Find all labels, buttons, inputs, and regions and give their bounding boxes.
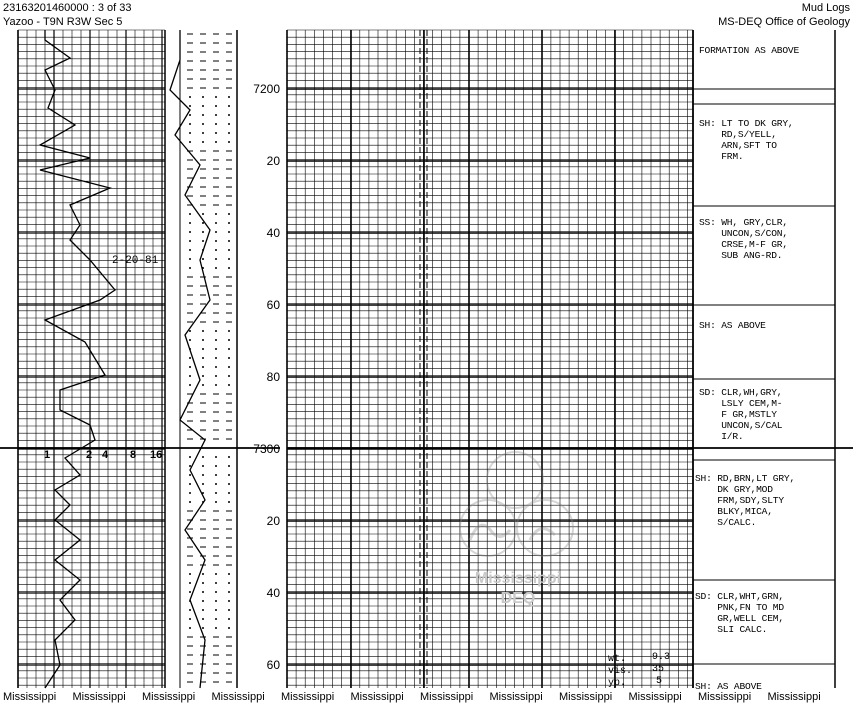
- drill-rate-scale-2: 2: [86, 449, 93, 461]
- watermark-text-line1: Mississippi: [474, 570, 562, 587]
- depth-label: 7200: [253, 82, 280, 96]
- footer-watermark-label: Mississippi: [211, 691, 265, 703]
- footer-watermark-label: Mississippi: [698, 691, 752, 703]
- mississippi-deq-watermark: [460, 452, 573, 556]
- footer-watermark-label: Mississippi: [628, 691, 682, 703]
- footer-watermark-label: Mississippi: [72, 691, 126, 703]
- depth-label: 20: [266, 514, 280, 528]
- description-2: SH: LT TO DK GRY, RD,S/YELL, ARN,SFT TO FRM.: [699, 118, 794, 162]
- footer-watermark-label: Mississippi: [281, 691, 335, 703]
- depth-label: 60: [266, 298, 280, 312]
- description-3: SS: WH, GRY,CLR, UNCON,S/CON, CRSE,M-F GR, SUB ANG-RD.: [699, 217, 788, 261]
- drill-rate-scale-4: 4: [102, 449, 109, 461]
- document-id: 23163201460000 : 3 of 33: [3, 2, 132, 14]
- description-8: SH: AS ABOVE: [695, 681, 762, 692]
- description-5: SD: CLR,WH,GRY, LSLY CEM,M- F GR,MSTLY UNCON,S/CAL I/R.: [699, 387, 783, 442]
- description-1: FORMATION AS ABOVE: [699, 45, 800, 56]
- footer-watermark-label: Mississippi: [3, 691, 57, 703]
- description-4: SH: AS ABOVE: [699, 320, 766, 331]
- footer-watermark-label: Mississippi: [559, 691, 613, 703]
- description-6: SH: RD,BRN,LT GRY, DK GRY,MOD FRM,SDY,SLTY BLKY,MICA, S/CALC.: [695, 473, 796, 528]
- footer-watermark-label: Mississippi: [420, 691, 474, 703]
- log-type: Mud Logs: [801, 2, 850, 14]
- drill-rate-grid: [0, 30, 280, 688]
- mud-vis-label: vis.: [608, 666, 633, 677]
- footer-watermark-label: Mississippi: [142, 691, 196, 703]
- date-annotation: 2-20-81: [112, 255, 159, 267]
- drill-rate-scale-16: 16: [150, 449, 163, 461]
- depth-label: 40: [266, 586, 280, 600]
- footer-watermark-label: Mississippi: [350, 691, 404, 703]
- lithology-column: [180, 30, 237, 688]
- mud-weight-value: 9.3: [652, 652, 671, 663]
- well-location: Yazoo - T9N R3W Sec 5: [3, 16, 123, 28]
- footer-watermark-label: Mississippi: [767, 691, 821, 703]
- description-7: SD: CLR,WHT,GRN, PNK,FN TO MD GR,WELL CEM, SLI CALC.: [695, 591, 784, 635]
- depth-label: 60: [266, 658, 280, 672]
- drill-rate-scale-8: 8: [130, 449, 137, 461]
- watermark-text-line2: DEQ: [500, 590, 536, 607]
- agency-name: MS-DEQ Office of Geology: [718, 16, 850, 28]
- depth-label: 40: [266, 226, 280, 240]
- mud-weight-label: wt.: [608, 654, 627, 665]
- footer-watermark-label: Mississippi: [489, 691, 543, 703]
- depth-label: 20: [266, 154, 280, 168]
- drill-rate-scale-1: 1: [44, 449, 51, 461]
- depth-label: 80: [266, 370, 280, 384]
- mud-yp-value: 5: [656, 676, 663, 687]
- mud-vis-value: 35: [652, 664, 665, 675]
- mud-yp-label: yp.: [608, 678, 627, 689]
- depth-label: 7300: [253, 442, 280, 456]
